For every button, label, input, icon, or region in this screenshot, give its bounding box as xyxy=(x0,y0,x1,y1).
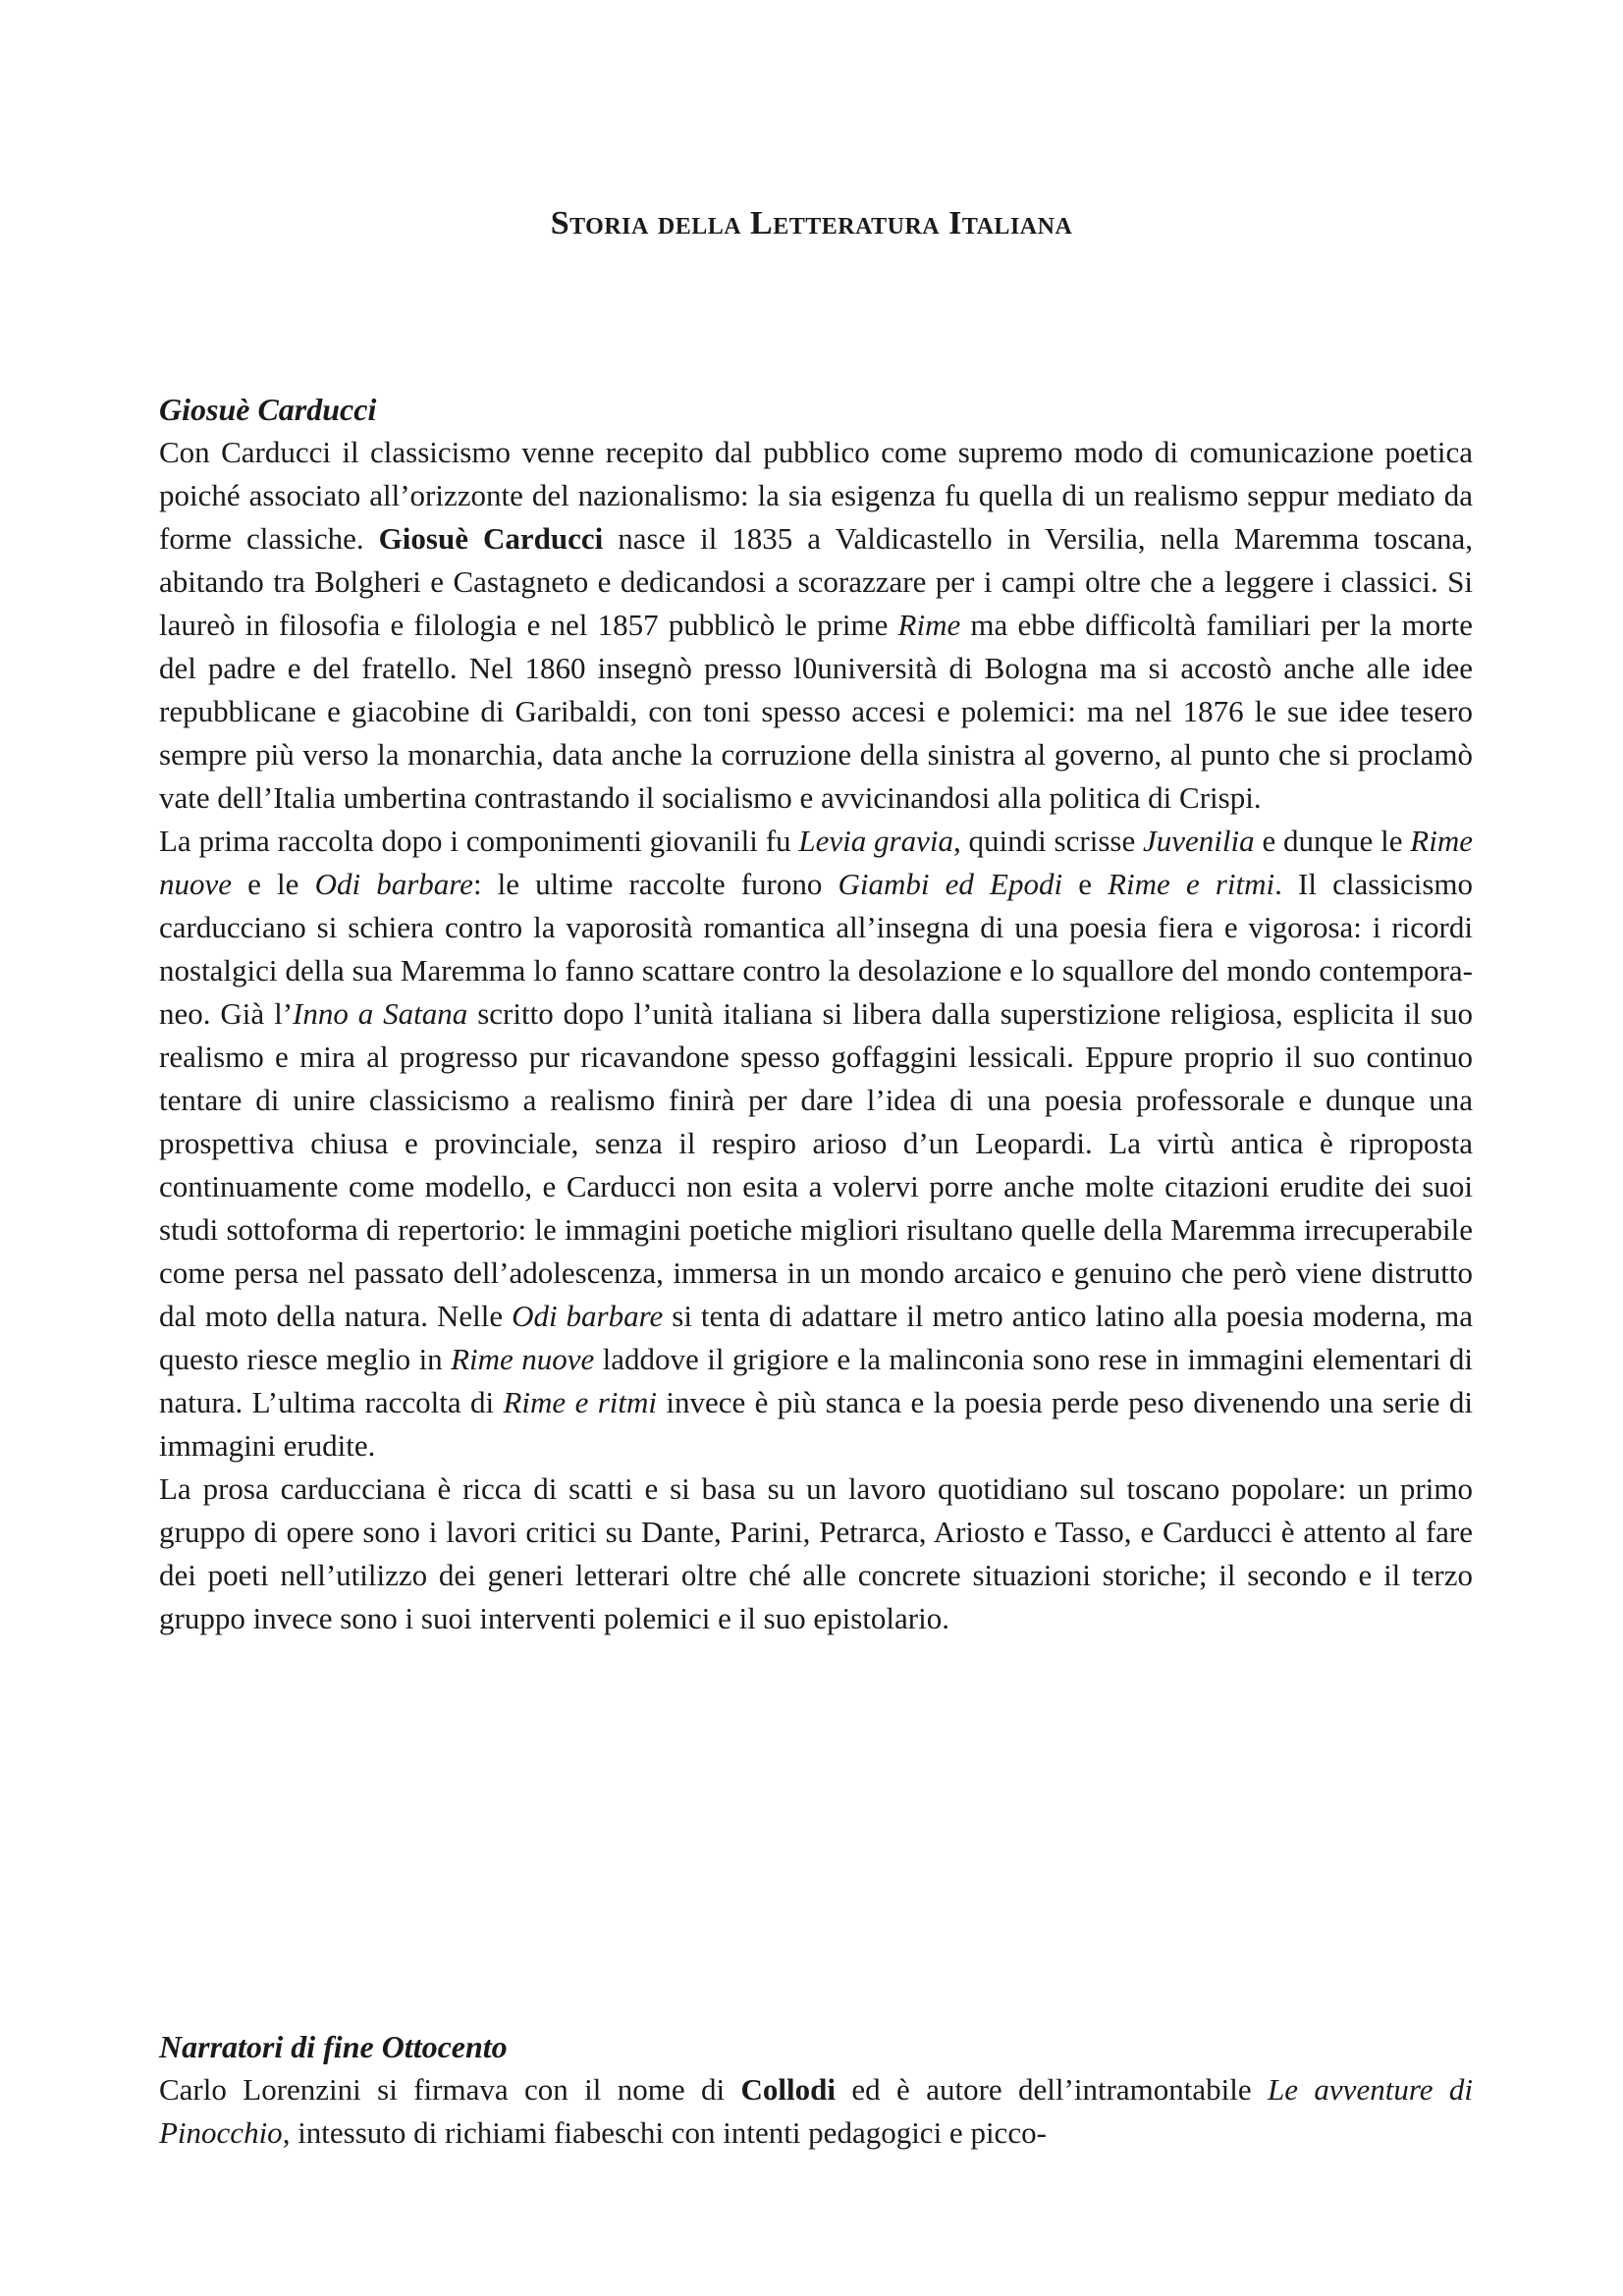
text-run: Carlo Lorenzini si firmava con il nome di xyxy=(159,2072,741,2107)
text-run: La prima raccolta dopo i componimenti giovanili fu xyxy=(159,824,799,858)
italic-text: Juvenilia xyxy=(1143,824,1255,858)
text-run: invece è più stanca e la poesia perde peso divenendo una serie di immagini erudite. xyxy=(159,1385,1473,1463)
italic-text: Rime xyxy=(897,608,961,642)
text-run: laddove il grigiore e la malinconia sono rese in immagini elementari di natura. L’ultima raccolta di xyxy=(159,1342,1473,1419)
text-run: ma ebbe difficoltà familiari per la morte del padre e del fratello. Nel 1860 insegnò presso l0università di Bologna ma si accostò anche alle idee repubblicane e giacobine di Garibaldi, con toni spesso accesi e polemici: ma nel 1876 le sue idee tesero sempre più verso la monarchia, data anche la corruzione della sinistra al governo, al punto che si proclamò vate dell’Italia umbertina contrastando il socialismo e avvicinandosi alla politica di Crispi. xyxy=(159,608,1473,815)
page-title: Storia della Letteratura Italiana xyxy=(550,205,1073,241)
bold-text: Giosuè Carducci xyxy=(378,521,604,556)
paragraph xyxy=(159,1468,1473,1640)
italic-text: Giambi ed Epodi xyxy=(838,867,1063,901)
italic-text: Rime e ritmi xyxy=(503,1385,657,1419)
text-run: Con Carducci il classicismo venne recepito dal pubblico come supremo modo di comunicazione poetica poiché associato all’orizzonte del nazionalismo: la sia esigenza fu quella di un realismo seppur mediato da forme classiche. xyxy=(159,435,1473,556)
paragraph xyxy=(159,2068,1473,2155)
section-giosue-carducci xyxy=(159,388,1473,1640)
text-run: La prosa carducciana è ricca di scatti e si basa su un lavoro quotidiano sul toscano popolare: un primo gruppo di opere sono i lavori critici su Dante, Parini, Petrarca, Ariosto e Tasso, e Carducci è attento al fare dei poeti nell’utilizzo dei generi letterari oltre ché alle concrete situazioni storiche; il secondo e il terzo gruppo invece sono i suoi interventi polemici e il suo epistolario. xyxy=(159,1471,1473,1635)
section-heading: Narratori di fine Ottocento xyxy=(159,2029,508,2064)
italic-text: Inno a Satana xyxy=(293,996,468,1031)
text-run: e dunque le xyxy=(1254,824,1411,858)
section-heading: Giosuè Carducci xyxy=(159,392,377,427)
text-run: ed è autore dell’intramontabile xyxy=(836,2072,1269,2107)
section-narratori-fine-ottocento xyxy=(159,2025,1473,2155)
text-run: e xyxy=(1062,867,1109,901)
italic-text: Odi barbare xyxy=(512,1299,664,1333)
paragraph xyxy=(159,820,1473,1468)
italic-text: Le avventure di Pinocchio xyxy=(159,2072,1473,2150)
text-run: : le ultime raccolte furono xyxy=(472,867,839,901)
text-run: nasce il 1835 a Valdicastello in Versilia, nella Maremma toscana, abitando tra Bolgheri e Castagneto e dedicandosi a scorazzare per i campi oltre che a leggere i classici. Si laureò in filosofia e filologia e nel 1857 pubblicò le prime xyxy=(159,521,1473,642)
italic-text: Levia gravia xyxy=(798,824,953,858)
text-run: e le xyxy=(232,867,315,901)
italic-text: Rime nuove xyxy=(159,824,1473,901)
text-run: . Il classicismo carducciano si schiera contro la vaporosità romantica all’insegna di una poesia fiera e vigorosa: i ricordi nostalgici della sua Maremma lo fanno scattare contro la desolazione e lo squallore del mondo contemporaneo. Già l’ xyxy=(159,867,1474,1031)
text-run: si tenta di adattare il metro antico latino alla poesia moderna, ma questo riesce meglio in xyxy=(159,1299,1473,1376)
paragraph xyxy=(159,431,1473,820)
text-run: , intessuto di richiami fiabeschi con intenti pedagogici e picco- xyxy=(282,2115,1047,2150)
italic-text: Rime e ritmi xyxy=(1108,867,1275,901)
text-run: scritto dopo l’unità italiana si libera dalla superstizione religiosa, esplicita il suo realismo e mira al progresso pur ricavandone spesso goffaggini lessicali. Eppure proprio il suo continuo tentare di unire classicismo a realismo finirà per dare l’idea di una poesia professorale e dunque una prospettiva chiusa e provinciale, senza il respiro arioso d’un Leopardi. La virtù antica è riproposta continuamente come modello, e Carducci non esita a volervi porre anche molte citazioni erudite dei suoi studi sottoforma di repertorio: le immagini poetiche migliori risultano quelle della Maremma irrecuperabile come persa nel passato dell’adolescenza, immersa in un mondo arcaico e genuino che però viene distrutto dal moto della natura. Nelle xyxy=(159,996,1473,1333)
italic-text: Odi barbare xyxy=(314,867,473,901)
italic-text: Rime nuove xyxy=(451,1342,595,1376)
text-run: , quindi scrisse xyxy=(952,824,1144,858)
bold-text: Collodi xyxy=(740,2072,837,2107)
